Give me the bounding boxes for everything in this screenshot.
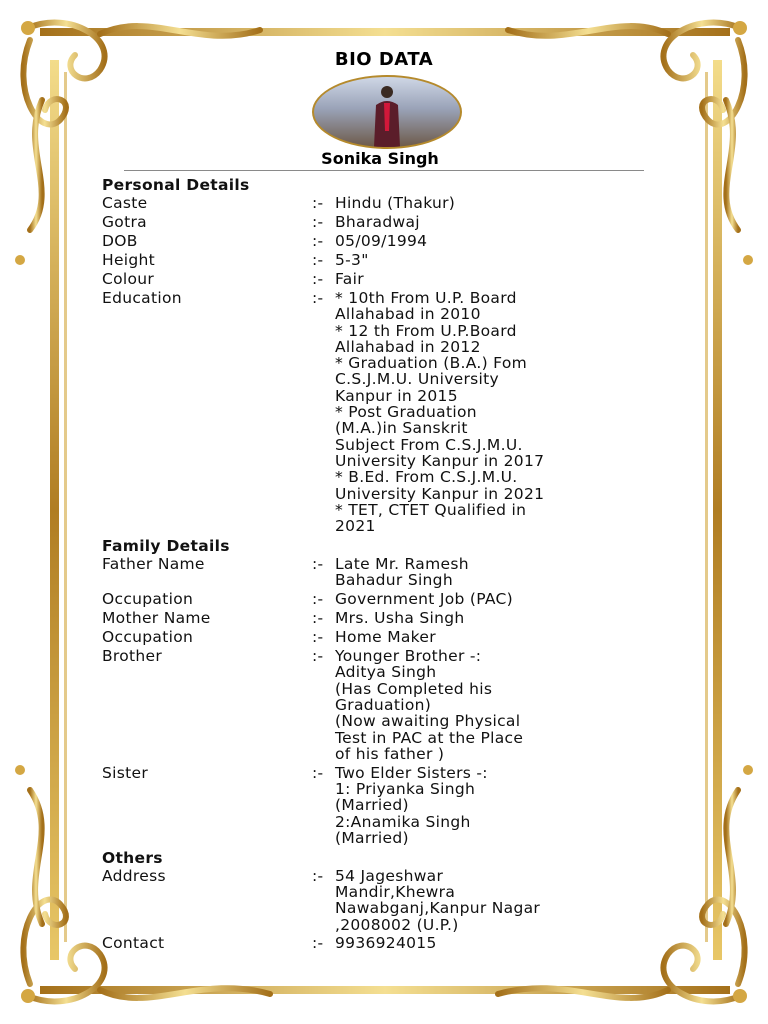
field-value <box>335 591 670 608</box>
field-separator: :- <box>312 270 324 288</box>
value-line: * Graduation (B.A.) Fom <box>335 354 528 373</box>
field-label: Mother Name <box>102 609 211 628</box>
field-separator: :- <box>312 628 324 647</box>
value-line: (M.A.)in Sanskrit <box>335 419 468 438</box>
field-label: DOB <box>102 232 138 250</box>
field-label: Contact <box>102 934 165 953</box>
frame-bottom-border <box>40 986 730 994</box>
person-name: Sonika Singh <box>321 149 439 168</box>
field-separator: :- <box>312 554 324 573</box>
divider <box>124 170 644 171</box>
field-value <box>335 252 670 269</box>
value-line: Bharadwaj <box>335 213 420 231</box>
field-label: Colour <box>102 270 155 288</box>
field-value <box>335 629 670 646</box>
field-separator: :- <box>312 289 324 307</box>
field-value <box>335 765 670 846</box>
field-label: Education <box>102 289 182 307</box>
frame-right-border <box>713 60 722 960</box>
field-value <box>335 195 670 212</box>
value-line: Allahabad in 2012 <box>335 337 481 356</box>
value-line: 2021 <box>335 517 376 536</box>
field-father-name <box>102 556 692 589</box>
field-separator: :- <box>312 647 324 666</box>
value-line: University Kanpur in 2017 <box>335 451 545 470</box>
field-address <box>102 868 692 933</box>
biodata-content <box>102 176 692 954</box>
value-line: Subject From C.S.J.M.U. <box>335 435 523 454</box>
field-label: Height <box>102 251 156 269</box>
value-line: * 12 th From U.P.Board <box>335 321 517 340</box>
field-value <box>335 271 670 288</box>
value-line: Bahadur Singh <box>335 571 453 590</box>
field-height <box>102 252 692 269</box>
value-line: Nawabganj,Kanpur Nagar <box>335 899 541 918</box>
value-line: * TET, CTET Qualified in <box>335 500 527 519</box>
value-line: * B.Ed. From C.S.J.M.U. <box>335 468 518 487</box>
field-label: Address <box>102 866 166 885</box>
value-line: Fair <box>335 270 364 288</box>
value-line: C.S.J.M.U. University <box>335 370 500 389</box>
value-line: Graduation) <box>335 695 432 714</box>
value-line: * 10th From U.P. Board <box>335 289 517 307</box>
value-line: Mrs. Usha Singh <box>335 609 465 628</box>
field-label: Brother <box>102 647 163 666</box>
value-line: 2:Anamika Singh <box>335 812 471 831</box>
field-separator: :- <box>312 194 324 212</box>
field-education <box>102 290 692 534</box>
field-separator: :- <box>312 232 324 250</box>
frame-left-border <box>50 60 59 960</box>
value-line: 5-3" <box>335 251 369 269</box>
value-line: Aditya Singh <box>335 663 437 682</box>
value-line: ,2008002 (U.P.) <box>335 915 459 934</box>
field-father-occupation <box>102 591 692 608</box>
value-line: 05/09/1994 <box>335 232 428 250</box>
value-line: 1: Priyanka Singh <box>335 779 476 798</box>
value-line: * Post Graduation <box>335 403 477 422</box>
field-value <box>335 556 670 589</box>
field-label: Sister <box>102 763 149 782</box>
field-dob <box>102 233 692 250</box>
field-caste <box>102 195 692 212</box>
field-separator: :- <box>312 609 324 628</box>
field-brother <box>102 648 692 762</box>
field-label: Father Name <box>102 554 205 573</box>
field-separator: :- <box>312 763 324 782</box>
field-label: Gotra <box>102 213 147 231</box>
person-figure-icon <box>372 83 402 147</box>
value-line: Kanpur in 2015 <box>335 386 458 405</box>
profile-photo <box>312 75 462 149</box>
value-line: Home Maker <box>335 628 436 647</box>
field-value <box>335 233 670 250</box>
field-value <box>335 290 670 534</box>
value-line: Late Mr. Ramesh <box>335 554 469 573</box>
others-heading: Others <box>102 848 163 867</box>
value-line: (Has Completed his <box>335 679 493 698</box>
field-colour <box>102 271 692 288</box>
page-title: BIO DATA <box>334 49 434 70</box>
value-line: of his father ) <box>335 744 445 763</box>
field-separator: :- <box>312 590 324 609</box>
value-line: (Now awaiting Physical <box>335 712 521 731</box>
field-separator: :- <box>312 251 324 269</box>
field-value <box>335 648 670 762</box>
value-line: (Married) <box>335 796 409 815</box>
value-line: Younger Brother -: <box>335 647 482 666</box>
field-separator: :- <box>312 934 324 953</box>
field-label: Occupation <box>102 628 194 647</box>
value-line: University Kanpur in 2021 <box>335 484 545 503</box>
field-value <box>335 935 670 952</box>
value-line: Government Job (PAC) <box>335 590 514 609</box>
field-label: Occupation <box>102 590 194 609</box>
field-separator: :- <box>312 213 324 231</box>
family-details-heading: Family Details <box>102 536 230 555</box>
value-line: 9936924015 <box>335 934 437 953</box>
field-value <box>335 610 670 627</box>
field-separator: :- <box>312 866 324 885</box>
value-line: Two Elder Sisters -: <box>335 763 488 782</box>
personal-details-heading: Personal Details <box>102 176 250 194</box>
value-line: Mandir,Khewra <box>335 882 456 901</box>
value-line: 54 Jageshwar <box>335 866 444 885</box>
field-gotra <box>102 214 692 231</box>
value-line: Allahabad in 2010 <box>335 305 481 324</box>
value-line: (Married) <box>335 828 409 847</box>
value-line: Hindu (Thakur) <box>335 194 456 212</box>
value-line: Test in PAC at the Place <box>335 728 524 747</box>
field-contact <box>102 935 692 952</box>
field-sister <box>102 765 692 846</box>
field-mother-occupation <box>102 629 692 646</box>
field-value <box>335 214 670 231</box>
field-value <box>335 868 670 933</box>
field-label: Caste <box>102 194 148 212</box>
field-mother-name <box>102 610 692 627</box>
